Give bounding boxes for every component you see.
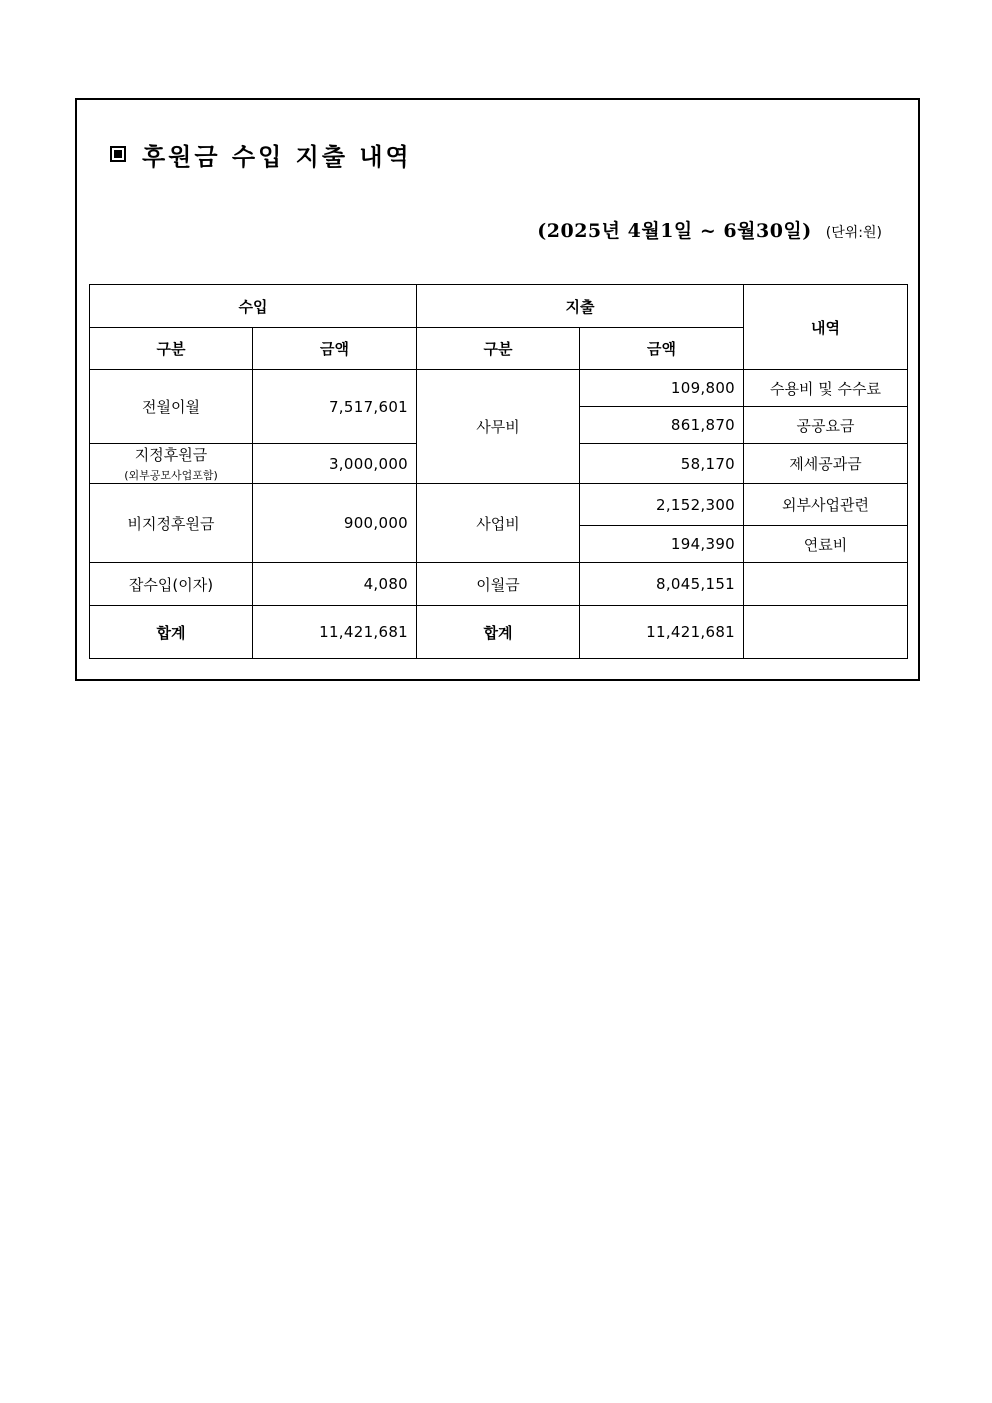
expense-detail: 제세공과금 [744,444,908,484]
table-header-row [90,285,908,328]
table-row [90,563,908,606]
expense-total: 11,421,681 [580,606,744,659]
income-amount: 3,000,000 [253,444,417,484]
expense-category: 사업비 [417,484,580,563]
period-line [537,216,882,246]
expense-amount: 2,152,300 [580,484,744,526]
total-detail [744,606,908,659]
detail-header: 내역 [744,285,908,370]
expense-amount: 8,045,151 [580,563,744,606]
income-amount: 900,000 [253,484,417,563]
table-row [90,370,908,407]
expense-amount: 58,170 [580,444,744,484]
expense-detail: 공공요금 [744,407,908,444]
expense-amount-header: 금액 [580,328,744,370]
filled-square-icon [110,146,126,162]
income-header: 수입 [90,285,417,328]
expense-detail: 연료비 [744,526,908,563]
expense-header: 지출 [417,285,744,328]
income-category-label: 지정후원금 [134,446,208,464]
expense-category-header: 구분 [417,328,580,370]
income-expense-table [89,284,908,659]
income-category-header: 구분 [90,328,253,370]
income-total: 11,421,681 [253,606,417,659]
income-category-note: (외부공모사업포함) [124,469,218,482]
expense-category: 이월금 [417,563,580,606]
income-category: 비지정후원금 [90,484,253,563]
income-category: 잡수입(이자) [90,563,253,606]
expense-total-label: 합계 [417,606,580,659]
income-category: 전월이월 [90,370,253,444]
income-amount: 4,080 [253,563,417,606]
total-row [90,606,908,659]
unit-note: (단위:원) [825,225,882,241]
income-total-label: 합계 [90,606,253,659]
expense-category: 사무비 [417,370,580,484]
expense-amount: 861,870 [580,407,744,444]
income-amount: 7,517,601 [253,370,417,444]
income-amount-header: 금액 [253,328,417,370]
expense-detail [744,563,908,606]
expense-detail: 수용비 및 수수료 [744,370,908,407]
report-title-text: 후원금 수입 지출 내역 [142,142,412,171]
expense-amount: 109,800 [580,370,744,407]
expense-amount: 194,390 [580,526,744,563]
expense-detail: 외부사업관련 [744,484,908,526]
table-row [90,484,908,526]
income-category [90,444,253,484]
report-title [110,136,412,172]
period-range: (2025년 4월1일 ~ 6월30일) [537,220,812,242]
